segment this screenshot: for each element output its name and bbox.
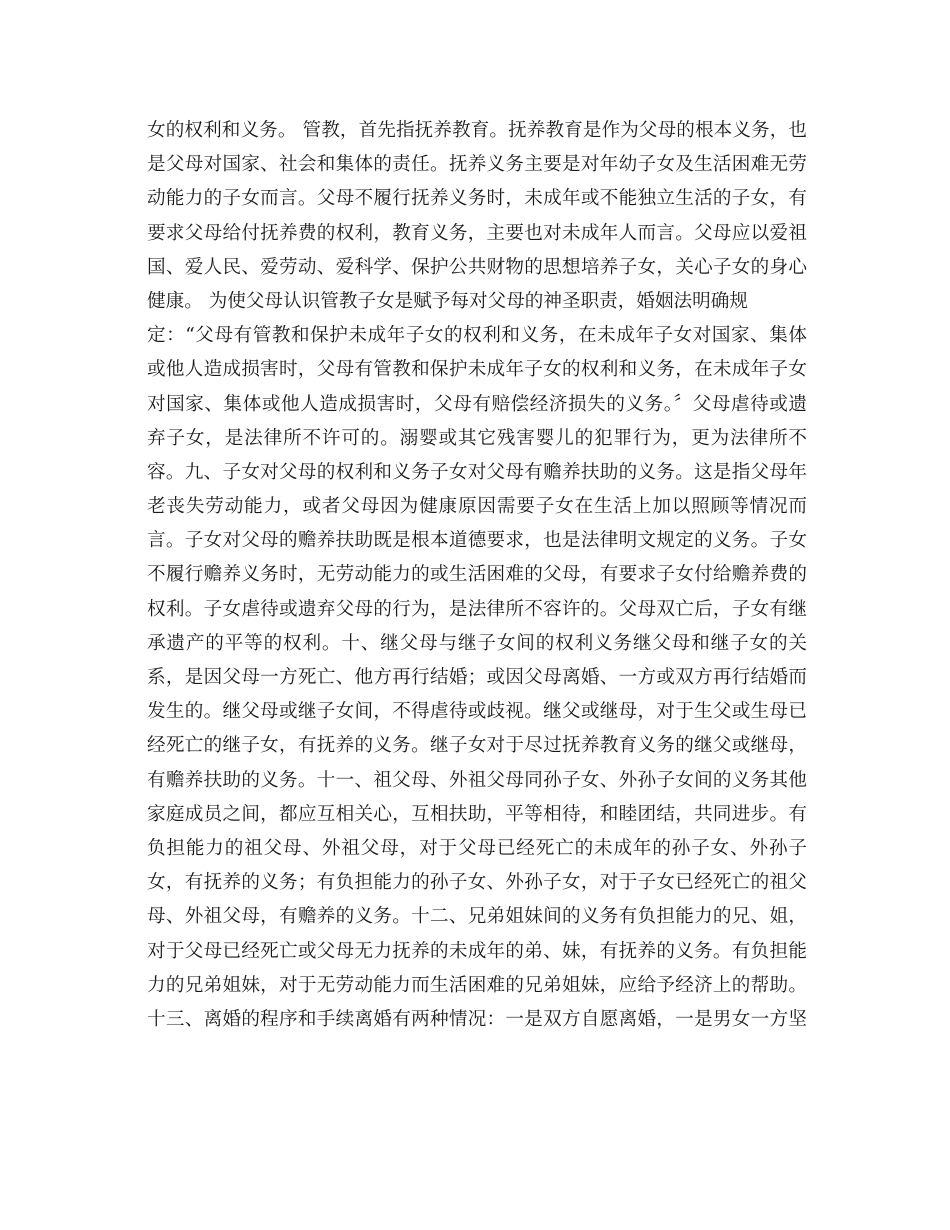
text-line: 力的兄弟姐妹，对于无劳动能力而生活困难的兄弟姐妹，应给予经济上的帮助。 xyxy=(147,974,807,996)
text-line: 有赡养扶助的义务。十一、祖父母、外祖父母同孙子女、外孙子女间的义务其他 xyxy=(147,769,807,791)
text-line: 言。子女对父母的赡养扶助既是根本道德要求，也是法律明文规定的义务。子女 xyxy=(147,530,807,552)
text-line: 母、外祖父母，有赡养的义务。十二、兄弟姐妹间的义务有负担能力的兄、姐， xyxy=(147,906,807,928)
text-line: 经死亡的继子女，有抚养的义务。继子女对于尽过抚养教育义务的继父或继母， xyxy=(147,735,807,757)
text-line: 对于父母已经死亡或父母无力抚养的未成年的弟、妹，有抚养的义务。有负担能 xyxy=(147,940,807,962)
text-line: 发生的。继父母或继子女间，不得虐待或歧视。继父或继母，对于生父或生母已 xyxy=(147,701,807,723)
text-line: 弃子女，是法律所不许可的。溺婴或其它残害婴儿的犯罪行为，更为法律所不 xyxy=(147,427,807,449)
text-line: 女的权利和义务。 管教，首先指抚养教育。抚养教育是作为父母的根本义务，也 xyxy=(147,120,807,141)
text-line: 老丧失劳动能力，或者父母因为健康原因需要子女在生活上加以照顾等情况而 xyxy=(147,496,807,518)
text-line: 不履行赡养义务时，无劳动能力的或生活困难的父母，有要求子女付给赡养费的 xyxy=(147,564,807,586)
text-line: 健康。 为使父母认识管教子女是赋予每对父母的神圣职责，婚姻法明确规 xyxy=(147,290,748,312)
text-line: 承遗产的平等的权利。十、继父母与继子女间的权利义务继父母和继子女的关 xyxy=(147,632,807,654)
text-line: 女，有抚养的义务；有负担能力的孙子女、外孙子女，对于子女已经死亡的祖父 xyxy=(147,872,807,894)
text-line: 动能力的子女而言。父母不履行抚养义务时，未成年或不能独立生活的子女，有 xyxy=(147,188,807,210)
text-line: 容。九、子女对父母的权利和义务子女对父母有赡养扶助的义务。这是指父母年 xyxy=(147,461,807,483)
text-line: 是父母对国家、社会和集体的责任。抚养义务主要是对年幼子女及生活困难无劳 xyxy=(147,154,807,176)
text-line: 定：“父母有管教和保护未成年子女的权利和义务，在未成年子女对国家、集体 xyxy=(147,325,807,347)
text-line: 系，是因父母一方死亡、他方再行结婚；或因父母离婚、一方或双方再行结婚而 xyxy=(147,667,807,688)
text-line: 十三、离婚的程序和手续离婚有两种情况：一是双方自愿离婚，一是男女一方坚 xyxy=(147,1008,807,1030)
text-line: 家庭成员之间，都应互相关心，互相扶助，平等相待，和睦团结，共同进步。有 xyxy=(147,803,807,825)
text-line: 对国家、集体或他人造成损害时，父母有赔偿经济损失的义务。〞父母虐待或遗 xyxy=(147,393,807,415)
text-line: 要求父母给付抚养费的权利，教育义务，主要也对未成年人而言。父母应以爱祖 xyxy=(147,222,807,244)
body-text xyxy=(147,114,807,1037)
text-line: 或他人造成损害时，父母有管教和保护未成年子女的权利和义务，在未成年子女 xyxy=(147,359,807,381)
text-line: 负担能力的祖父母、外祖父母，对于父母已经死亡的未成年的孙子女、外孙子 xyxy=(147,837,807,859)
text-line: 权利。子女虐待或遗弃父母的行为，是法律所不容许的。父母双亡后，子女有继 xyxy=(147,598,807,620)
text-line: 国、爱人民、爱劳动、爱科学、保护公共财物的思想培养子女，关心子女的身心 xyxy=(147,256,807,278)
